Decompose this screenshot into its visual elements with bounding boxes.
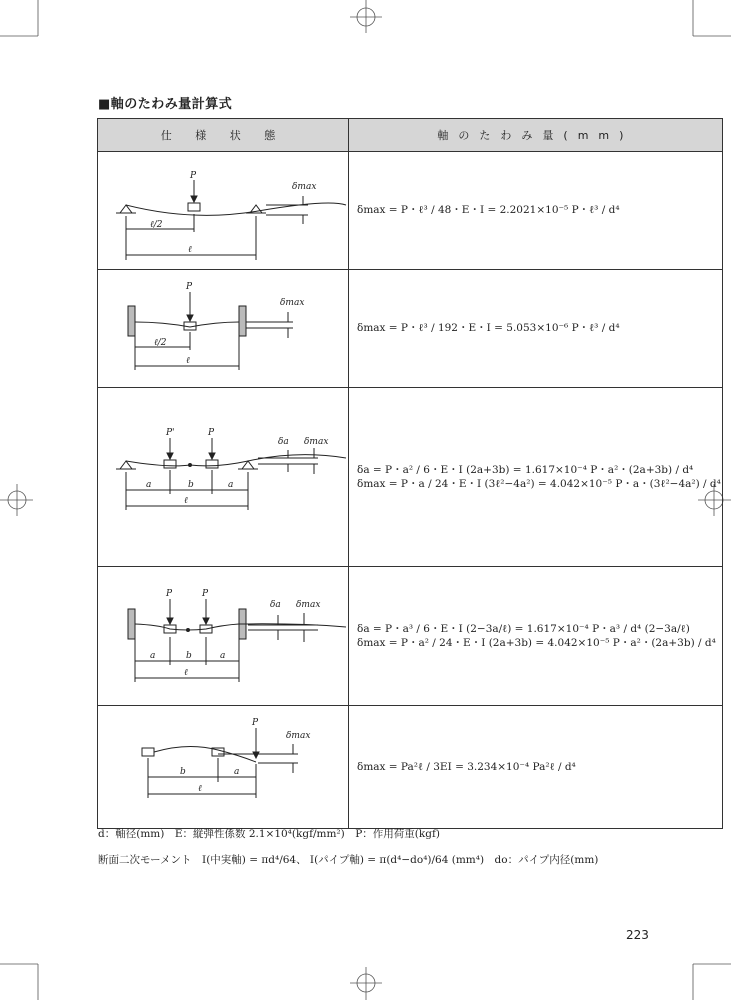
footnote-moment: 断面二次モーメント I(中実軸) = πd⁴/64、 I(パイプ軸) = π(d⁴−do⁴)/64 (mm⁴) do：パイプ内径(mm) bbox=[98, 854, 599, 866]
label-P: P bbox=[186, 282, 193, 292]
label-half-l: ℓ/2 bbox=[154, 338, 167, 348]
formula-text: δmax = P・ℓ³ / 48・E・I = 2.2021×10⁻⁵ P・ℓ³ / d⁴ bbox=[357, 204, 620, 217]
formula-cell bbox=[349, 152, 723, 270]
label-l: ℓ bbox=[184, 668, 188, 678]
formula-cell bbox=[349, 388, 723, 567]
formula-dmax: δmax = P・a² / 24・E・I (2a+3b) = 4.042×10⁻⁵ P・a²・(2a+3b) / d⁴ bbox=[357, 637, 716, 649]
label-l: ℓ bbox=[184, 496, 188, 506]
label-a: a bbox=[234, 767, 240, 777]
table-row bbox=[98, 152, 723, 270]
label-P: P bbox=[252, 718, 259, 728]
header-spec: 仕 様 状 態 bbox=[98, 119, 349, 152]
label-dmax: δmax bbox=[296, 600, 321, 610]
label-b: b bbox=[188, 480, 194, 490]
label-half-l: ℓ/2 bbox=[150, 220, 163, 230]
table-row bbox=[98, 270, 723, 388]
formula-da: δa = P・a³ / 6・E・I (2−3a/ℓ) = 1.617×10⁻⁴ P・a³ / d⁴ (2−3a/ℓ) bbox=[357, 622, 690, 635]
formula-dmax: δmax = P・a / 24・E・I (3ℓ²−4a²) = 4.042×10⁻⁵ P・a・(3ℓ²−4a²) / d⁴ bbox=[357, 478, 721, 490]
label-dmax: δmax bbox=[286, 731, 311, 741]
table-row bbox=[98, 567, 723, 706]
label-a: a bbox=[146, 480, 152, 490]
formula-text: δmax = Pa²ℓ / 3EI = 3.234×10⁻⁴ Pa²ℓ / d⁴ bbox=[357, 760, 576, 773]
label-l: ℓ bbox=[198, 784, 202, 794]
label-dmax: δmax bbox=[280, 298, 305, 308]
label-P: P bbox=[208, 428, 215, 438]
label-P: P bbox=[202, 589, 209, 599]
label-da: δa bbox=[278, 437, 289, 447]
label-a: a bbox=[150, 651, 156, 661]
formula-cell bbox=[349, 706, 723, 829]
diagram-fixed-two-loads bbox=[98, 567, 349, 706]
table-row bbox=[98, 706, 723, 829]
diagram-fixed-center bbox=[98, 270, 349, 388]
diagram-simple-center bbox=[98, 152, 349, 270]
header-row bbox=[98, 119, 723, 152]
diagram-overhang bbox=[98, 706, 349, 829]
label-dmax: δmax bbox=[292, 182, 317, 192]
formula-cell bbox=[349, 270, 723, 388]
table-row bbox=[98, 388, 723, 567]
deflection-table bbox=[97, 118, 723, 829]
label-P: P bbox=[166, 589, 173, 599]
formula-da: δa = P・a² / 6・E・I (2a+3b) = 1.617×10⁻⁴ P・a²・(2a+3b) / d⁴ bbox=[357, 463, 694, 476]
footnote-symbols: d：軸径(mm) E：縦弾性係数 2.1×10⁴(kgf/mm²) P：作用荷重(kgf) bbox=[98, 828, 440, 840]
label-da: δa bbox=[270, 600, 281, 610]
page-number: 223 bbox=[626, 928, 649, 942]
label-P: P bbox=[190, 171, 197, 181]
label-dmax: δmax bbox=[304, 437, 329, 447]
label-P-prime: P' bbox=[166, 428, 175, 438]
formula-cell bbox=[349, 567, 723, 706]
formula-text: δmax = P・ℓ³ / 192・E・I = 5.053×10⁻⁶ P・ℓ³ / d⁴ bbox=[357, 322, 620, 335]
label-l: ℓ bbox=[188, 245, 192, 255]
header-deflection: 軸のたわみ量(mm) bbox=[349, 119, 723, 152]
page-title: ■軸のたわみ量計算式 bbox=[98, 97, 233, 112]
label-l: ℓ bbox=[186, 356, 190, 366]
diagram-simple-two-loads bbox=[98, 388, 349, 567]
label-a: a bbox=[220, 651, 226, 661]
label-a: a bbox=[228, 480, 234, 490]
label-b: b bbox=[180, 767, 186, 777]
label-b: b bbox=[186, 651, 192, 661]
